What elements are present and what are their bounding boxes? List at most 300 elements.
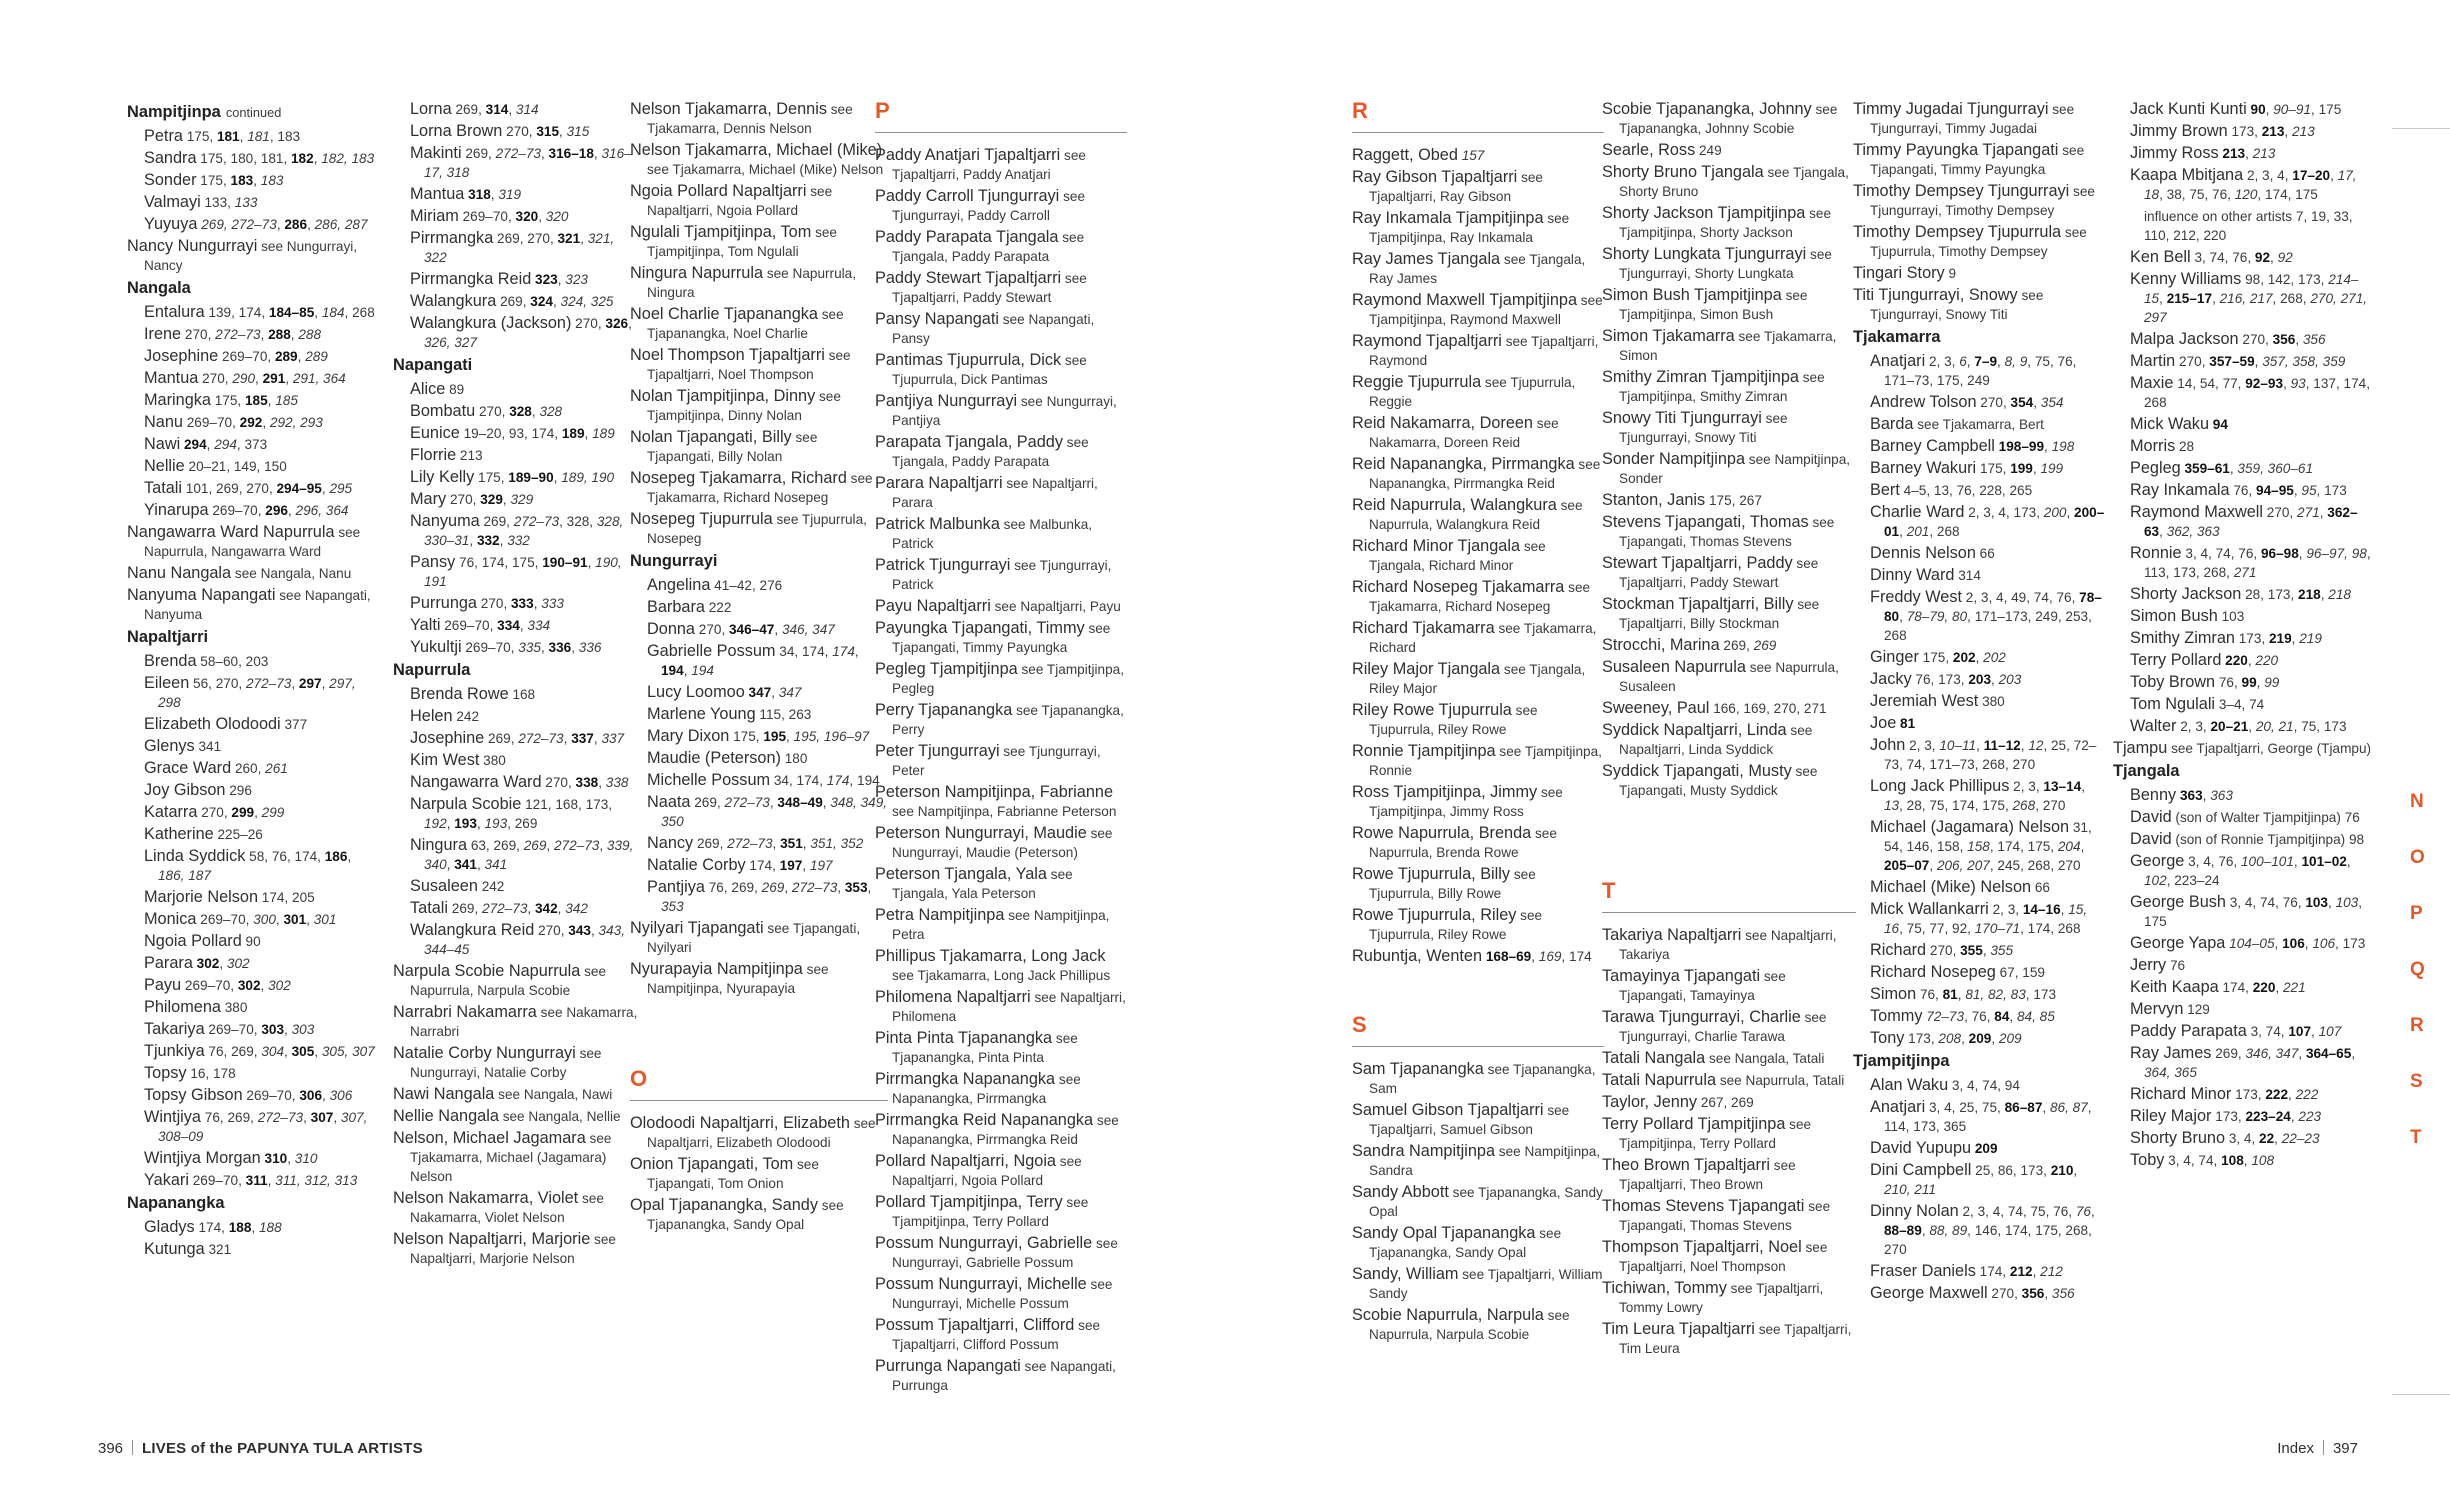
index-entry	[647, 771, 888, 790]
index-entry	[2130, 1022, 2373, 1041]
entry-refs: 296	[229, 783, 252, 798]
entry-refs: see Tjungurrayi, Peter	[892, 744, 1101, 778]
entry-refs: see Tjapangati, Thomas Stevens	[1619, 1199, 1831, 1233]
entry-refs: 270, 355, 355	[1929, 943, 2014, 958]
index-entry	[2130, 544, 2373, 582]
entry-refs: 76, 174, 175, 190–91, 190, 191	[424, 555, 622, 589]
index-entry	[144, 127, 377, 146]
index-entry	[875, 1316, 1127, 1354]
index-entry	[875, 1234, 1127, 1272]
index-entry	[647, 620, 888, 639]
index-entry	[1870, 985, 2107, 1004]
entry-name: Nyilyari Tjapangati	[630, 919, 764, 937]
entry-name: Scobie Napurrula, Narpula	[1352, 1306, 1544, 1324]
index-column-6	[1602, 100, 1856, 1361]
entry-name: Josephine	[144, 347, 219, 365]
entry-refs: 175, 267	[1708, 493, 1762, 508]
footer-left	[98, 1440, 423, 1457]
entry-refs: 269, 269	[1723, 638, 1777, 653]
index-entry	[875, 556, 1127, 594]
entry-name: Syddick Tjapangati, Musty	[1602, 762, 1792, 780]
entry-refs: see Tjakamarra, Michael (Jagamara) Nelson	[410, 1131, 612, 1184]
alpha-tab-S: S	[2410, 1071, 2423, 1092]
index-entry	[410, 270, 638, 289]
entry-refs: 66	[2034, 880, 2050, 895]
entry-name: Noel Charlie Tjapanangka	[630, 305, 818, 323]
index-entry	[2130, 503, 2373, 541]
entry-refs: 267, 269	[1700, 1095, 1754, 1110]
index-entry	[1870, 736, 2107, 774]
entry-refs: 269, 272–73, 328, 328, 330–31, 332, 332	[424, 514, 624, 548]
index-entry	[647, 683, 888, 702]
entry-name: Tamayinya Tjapangati	[1602, 967, 1761, 985]
entry-name: Purrunga Napangati	[875, 1357, 1021, 1375]
entry-name: Charlie Ward	[1870, 503, 1965, 521]
index-entry	[2130, 1151, 2373, 1170]
index-entry	[2130, 1129, 2373, 1148]
entry-refs: 180	[784, 751, 808, 766]
entry-name: Tichiwan, Tommy	[1602, 1279, 1727, 1297]
index-entry	[1352, 783, 1604, 821]
entry-refs: 269–70, 289, 289	[222, 349, 328, 364]
group-heading: Nampitjinpa continued	[127, 103, 282, 121]
index-entry	[1352, 168, 1604, 206]
entry-refs: see Tjapaltjarri, Paddy Stewart	[892, 271, 1087, 305]
index-entry	[410, 122, 638, 141]
entry-refs: see Tjapaltjarri, George (Tjampu)	[2171, 741, 2372, 756]
entry-refs: see Napaltjarri, Takariya	[1619, 928, 1837, 962]
entry-name: Terry Pollard Tjampitjinpa	[1602, 1115, 1786, 1133]
entry-refs: 76, 94–95, 95, 173	[2233, 483, 2347, 498]
entry-name: Tim Leura Tjapaltjarri	[1602, 1320, 1755, 1338]
index-entry	[2130, 330, 2373, 349]
index-entry	[875, 597, 1127, 616]
entry-refs: see Tjapaltjarri, Paddy Stewart	[1619, 556, 1819, 590]
entry-refs: 174, 188, 188	[198, 1220, 282, 1235]
entry-refs: 269–70, 311, 311, 312, 313	[192, 1173, 358, 1188]
index-entry	[410, 468, 638, 487]
index-entry	[2130, 830, 2373, 849]
entry-name: Bert	[1870, 481, 1900, 499]
entry-name: Richard	[1870, 941, 1927, 959]
index-entry	[1870, 1139, 2107, 1158]
index-entry	[1352, 742, 1604, 780]
entry-refs: see Tjampitjinpa, Ray Inkamala	[1369, 211, 1570, 245]
entry-refs: see Tjakamarra, Simon	[1619, 329, 1837, 363]
index-entry	[2130, 144, 2373, 163]
index-entry	[875, 660, 1127, 698]
index-entry	[1352, 1101, 1604, 1139]
index-entry	[1602, 1279, 1856, 1317]
index-entry	[393, 1085, 638, 1104]
section-rule	[630, 1100, 888, 1101]
entry-refs: see Tjupurrula, Dick Pantimas	[892, 353, 1087, 387]
entry-name: Pirrmangka	[410, 229, 494, 247]
index-entry	[647, 705, 888, 724]
entry-name: Perry Tjapanangka	[875, 701, 1013, 719]
entry-refs: see Tjupurrula, Billy Rowe	[1369, 867, 1536, 901]
index-entry	[630, 387, 888, 425]
entry-name: Gabrielle Possum	[647, 642, 776, 660]
entry-name: Payungka Tjapangati, Timmy	[875, 619, 1085, 637]
entry-name: Ngulali Tjampitjinpa, Tom	[630, 223, 812, 241]
index-entry	[875, 1029, 1127, 1067]
index-entry	[875, 1193, 1127, 1231]
entry-refs: 76, 81, 81, 82, 83, 173	[1919, 987, 2057, 1002]
index-entry	[1602, 450, 1856, 488]
entry-name: Andrew Tolson	[1870, 393, 1977, 411]
entry-refs: 269–70, 300, 301, 301	[200, 912, 337, 927]
entry-refs: 269–70, 302, 302	[184, 978, 291, 993]
index-entry	[1602, 245, 1856, 283]
entry-refs: (son of Walter Tjampitjinpa) 76	[2175, 810, 2360, 825]
index-entry	[1853, 141, 2107, 179]
index-entry	[144, 674, 377, 712]
index-entry	[1870, 714, 2107, 733]
entry-refs: 2, 3, 4, 49, 74, 76, 78–80, 78–79, 80, 171–173, 249, 253, 268	[1884, 590, 2102, 643]
entry-name: Toby Brown	[2130, 673, 2216, 691]
index-entry	[2130, 717, 2373, 736]
entry-name: Riley Rowe Tjupurrula	[1352, 701, 1512, 719]
index-entry	[410, 616, 638, 635]
index-entry	[1602, 1115, 1856, 1153]
entry-name: Nanu Nangala	[127, 564, 232, 582]
entry-name: Ningura Napurrula	[630, 264, 764, 282]
entry-refs: see Tjampitjinpa, Pegleg	[892, 662, 1124, 696]
entry-refs: see Tjapaltjarri, Paddy Anatjari	[892, 148, 1086, 182]
entry-refs: 269, 272–73, 348–49, 348, 349, 350	[661, 795, 888, 829]
entry-name: Paddy Carroll Tjungurrayi	[875, 187, 1060, 205]
entry-refs: 270, 315, 315	[506, 124, 590, 139]
entry-name: Jimmy Ross	[2130, 144, 2219, 162]
entry-name: Narrabri Nakamarra	[393, 1003, 537, 1021]
entry-name: Sandy, William	[1352, 1265, 1459, 1283]
entry-name: Ronnie Tjampitjinpa	[1352, 742, 1496, 760]
index-entry	[144, 954, 377, 973]
index-entry	[875, 1152, 1127, 1190]
entry-refs: see Napurrula, Tatali	[1719, 1073, 1845, 1088]
index-entry	[875, 187, 1127, 225]
entry-name: Tom Ngulali	[2130, 695, 2216, 713]
entry-name: Yukultji	[410, 638, 462, 656]
entry-name: Elizabeth Olodoodi	[144, 715, 281, 733]
entry-name: Reggie Tjupurrula	[1352, 373, 1482, 391]
entry-refs: 3, 4, 22, 22–23	[2228, 1131, 2320, 1146]
entry-name: Entalura	[144, 303, 205, 321]
index-entry	[1602, 1238, 1856, 1276]
entry-name: Mantua	[144, 369, 199, 387]
index-entry	[410, 553, 638, 591]
index-entry	[410, 100, 638, 119]
index-entry	[647, 576, 888, 595]
index-entry	[1602, 100, 1856, 138]
entry-name: Nosepeg Tjakamarra, Richard	[630, 469, 847, 487]
index-entry	[647, 834, 888, 853]
index-entry	[630, 510, 888, 548]
entry-refs: see Tjampitjinpa, Shorty Jackson	[1619, 206, 1832, 240]
index-entry	[875, 1111, 1127, 1149]
alpha-tab-R: R	[2410, 1015, 2424, 1036]
entry-name: Nanyuma	[410, 512, 480, 530]
entry-name: Rowe Tjupurrula, Riley	[1352, 906, 1517, 924]
entry-refs: 2, 3, 4, 74, 75, 76, 76, 88–89, 88, 89, 146, 174, 175, 268, 270	[1884, 1204, 2095, 1257]
index-entry	[2130, 607, 2373, 626]
index-column-3	[630, 100, 888, 1237]
index-entry	[144, 1064, 377, 1083]
index-entry	[144, 715, 377, 734]
index-entry	[1853, 286, 2107, 324]
index-entry	[875, 310, 1127, 348]
index-entry	[1602, 1320, 1856, 1358]
index-entry	[1352, 701, 1604, 739]
index-entry	[1870, 1029, 2107, 1048]
entry-name: Richard Minor	[2130, 1085, 2232, 1103]
index-entry	[2130, 978, 2373, 997]
entry-name: Pantimas Tjupurrula, Dick	[875, 351, 1062, 369]
entry-name: Donna	[647, 620, 695, 638]
index-entry	[647, 727, 888, 746]
entry-name: Brenda Rowe	[410, 685, 509, 703]
index-entry	[1352, 824, 1604, 862]
index-entry	[1352, 1265, 1604, 1303]
entry-refs: 173, 213, 213	[2231, 124, 2315, 139]
entry-name: Nanu	[144, 413, 183, 431]
entry-refs: see Nangala, Nawi	[498, 1087, 613, 1102]
entry-refs: 2, 3, 14–16, 15, 16, 75, 77, 92, 170–71, 174, 268	[1884, 902, 2088, 936]
index-entry	[144, 803, 377, 822]
entry-name: Reid Napurrula, Walangkura	[1352, 496, 1557, 514]
entry-refs: 269–70, 292, 292, 293	[186, 415, 323, 430]
entry-refs: see Tjungurrayi, Timmy Jugadai	[1870, 102, 2075, 136]
entry-name: Tjunkiya	[144, 1042, 205, 1060]
entry-refs: see Napaltjarri, Ngoia Pollard	[647, 184, 833, 218]
entry-refs: see Tjungurrayi, Charlie Tarawa	[1619, 1010, 1827, 1044]
entry-name: George	[2130, 852, 2185, 870]
entry-name: Glenys	[144, 737, 195, 755]
continued-label: continued	[225, 105, 282, 120]
entry-refs: 321	[208, 1242, 232, 1257]
index-entry	[127, 237, 377, 275]
index-entry	[2130, 651, 2373, 670]
index-entry	[1870, 459, 2107, 478]
index-entry	[2130, 786, 2373, 805]
entry-refs: 31, 54, 146, 158, 158, 174, 175, 204, 205–07, 206, 207, 245, 268, 270	[1884, 820, 2092, 873]
index-entry	[647, 598, 888, 617]
entry-refs: 270, 272–73, 288, 288	[184, 327, 322, 342]
entry-name: Nolan Tjampitjinpa, Dinny	[630, 387, 816, 405]
entry-refs: 166, 169, 270, 271	[1713, 701, 1827, 716]
index-entry	[2113, 739, 2373, 758]
index-entry	[630, 469, 888, 507]
entry-name: Walangkura	[410, 292, 497, 310]
entry-name: David	[2130, 830, 2172, 848]
entry-name: Nangawarra Ward	[410, 773, 542, 791]
entry-refs: 174, 220, 221	[2222, 980, 2306, 995]
entry-name: Michael (Jagamara) Nelson	[1870, 818, 2070, 836]
index-entry	[875, 146, 1127, 184]
entry-refs: 270, 346–47, 346, 347	[698, 622, 835, 637]
index-entry	[875, 351, 1127, 389]
entry-name: Parara Napaltjarri	[875, 474, 1003, 492]
entry-refs: see Nungurrayi, Maudie (Peterson)	[892, 826, 1113, 860]
index-entry	[144, 910, 377, 929]
section-letter: T	[1602, 878, 1616, 903]
entry-name: Sandy Opal Tjapanangka	[1352, 1224, 1536, 1242]
entry-refs: see Tjangala, Richard Minor	[1369, 539, 1546, 573]
index-entry	[144, 1218, 377, 1237]
entry-name: Maxie	[2130, 374, 2174, 392]
entry-name: Keith Kaapa	[2130, 978, 2219, 996]
index-entry	[1602, 636, 1856, 655]
index-entry	[630, 428, 888, 466]
entry-name: Richard Tjakamarra	[1352, 619, 1495, 637]
entry-refs: see Tjapaltjarri, Theo Brown	[1619, 1158, 1796, 1192]
entry-name: Long Jack Phillipus	[1870, 777, 2010, 795]
entry-name: Shorty Jackson	[2130, 585, 2242, 603]
index-entry	[630, 919, 888, 957]
entry-name: Joy Gibson	[144, 781, 226, 799]
entry-refs: 3, 74, 107, 107	[2250, 1024, 2342, 1039]
index-entry	[1853, 182, 2107, 220]
entry-name: Sandra Nampitjinpa	[1352, 1142, 1495, 1160]
entry-refs: see Tjampitjinpa, Terry Pollard	[892, 1195, 1089, 1229]
entry-name: Ray Gibson Tjapaltjarri	[1352, 168, 1518, 186]
index-entry	[1602, 595, 1856, 633]
entry-refs: 28, 173, 218, 218	[2245, 587, 2351, 602]
entry-name: Pirrmangka Napanangka	[875, 1070, 1056, 1088]
index-entry	[1352, 332, 1604, 370]
entry-name: Yuyuya	[144, 215, 198, 233]
section-letter: P	[875, 98, 890, 123]
entry-name: Smithy Zimran Tjampitjinpa	[1602, 368, 1799, 386]
entry-name: Nellie Nangala	[393, 1107, 499, 1125]
entry-name: Rowe Napurrula, Brenda	[1352, 824, 1532, 842]
entry-name: Freddy West	[1870, 588, 1962, 606]
entry-refs: 323, 323	[535, 272, 588, 287]
group-heading: Tjangala	[2113, 762, 2180, 780]
index-entry	[1602, 204, 1856, 242]
entry-name: Makinti	[410, 144, 462, 162]
entry-name: Helen	[410, 707, 453, 725]
index-column-8	[2113, 100, 2373, 1173]
index-entry	[144, 1149, 377, 1168]
section-letter-block-T	[1602, 880, 1856, 913]
entry-name: Tony	[1870, 1029, 1905, 1047]
index-entry	[875, 269, 1127, 307]
index-entry	[144, 325, 377, 344]
entry-refs: see Tjampitjinpa, Terry Pollard	[1619, 1117, 1812, 1151]
entry-name: Grace Ward	[144, 759, 232, 777]
entry-name: Ray James	[2130, 1044, 2212, 1062]
entry-refs: 173, 222, 222	[2235, 1087, 2319, 1102]
entry-refs: 175, 199, 199	[1979, 461, 2064, 476]
page-edge-mark-top	[2392, 128, 2450, 129]
index-entry	[1870, 878, 2107, 897]
entry-name: Maudie (Peterson)	[647, 749, 781, 767]
entry-name: Natalie Corby	[647, 856, 746, 874]
index-entry	[2130, 695, 2373, 714]
index-column-2	[393, 100, 638, 1271]
index-entry	[1870, 670, 2107, 689]
index-entry	[1870, 941, 2107, 960]
entry-refs: 98, 142, 173, 214–15, 215–17, 216, 217, 268, 270, 271, 297	[2144, 272, 2368, 325]
entry-refs: 76, 269, 269, 272–73, 353, 353	[661, 880, 872, 914]
entry-name: Sweeney, Paul	[1602, 699, 1710, 717]
entry-refs: 139, 174, 184–85, 184, 268	[208, 305, 375, 320]
index-entry	[1352, 496, 1604, 534]
entry-name: Morris	[2130, 437, 2176, 455]
index-entry	[144, 369, 377, 388]
entry-name: Nangawarra Ward Napurrula	[127, 523, 335, 541]
entry-refs: see Tjampitjinpa, Raymond Maxwell	[1369, 293, 1603, 327]
entry-refs: 115, 263	[759, 707, 812, 722]
entry-name: Lily Kelly	[410, 468, 475, 486]
entry-name: Barney Wakuri	[1870, 459, 1977, 477]
entry-name: Irene	[144, 325, 182, 343]
index-entry	[2130, 852, 2373, 890]
entry-name: Timothy Dempsey Tjupurrula	[1853, 223, 2062, 241]
footer-divider	[132, 1440, 133, 1455]
index-entry	[144, 457, 377, 476]
entry-refs: 270, 343, 343, 344–45	[424, 923, 626, 957]
entry-refs: 347, 347	[748, 685, 802, 700]
entry-refs: 56, 270, 272–73, 297, 297, 298	[158, 676, 356, 710]
entry-refs: 269, 272–73, 351, 351, 352	[696, 836, 864, 851]
entry-name: Onion Tjapangati, Tom	[630, 1155, 794, 1173]
entry-refs: 173, 223–24, 223	[2215, 1109, 2322, 1124]
entry-name: Mick Wallankarri	[1870, 900, 1989, 918]
entry-name: Stanton, Janis	[1602, 491, 1706, 509]
entry-name: Eileen	[144, 674, 190, 692]
alpha-tab-T: T	[2410, 1127, 2422, 1148]
entry-refs: 269, 270, 321, 321, 322	[424, 231, 615, 265]
index-entry	[1602, 286, 1856, 324]
entry-name: Shorty Lungkata Tjungurrayi	[1602, 245, 1807, 263]
index-entry	[2130, 374, 2373, 412]
index-entry	[393, 1003, 638, 1041]
entry-refs: 133, 133	[204, 195, 258, 210]
entry-name: Mantua	[410, 185, 465, 203]
entry-name: Possum Nungurrayi, Gabrielle	[875, 1234, 1093, 1252]
index-entry	[2130, 248, 2373, 267]
entry-name: Richard Nosepeg	[1870, 963, 1996, 981]
index-entry	[1352, 209, 1604, 247]
entry-refs: see Napurrula, Ningura	[647, 266, 856, 300]
entry-name: Kaapa Mbitjana	[2130, 166, 2244, 184]
index-entry	[1352, 947, 1604, 966]
index-entry	[1870, 1076, 2107, 1095]
entry-name: Searle, Ross	[1602, 141, 1696, 159]
entry-name: David	[2130, 808, 2172, 826]
entry-name: Nancy Nungurrayi	[127, 237, 258, 255]
entry-name: Natalie Corby Nungurrayi	[393, 1044, 576, 1062]
group-heading: Napangati	[393, 356, 473, 374]
entry-refs: see Napurrula, Narpula Scobie	[410, 964, 607, 998]
index-entry	[875, 906, 1127, 944]
index-entry	[1853, 264, 2107, 283]
entry-name: Takariya Napaltjarri	[1602, 926, 1742, 944]
entry-refs: see Napurrula, Nangawarra Ward	[144, 525, 361, 559]
index-entry	[410, 207, 638, 226]
entry-name: Topsy Gibson	[144, 1086, 243, 1104]
entry-name: Ronnie	[2130, 544, 2182, 562]
entry-name: Peter Tjungurrayi	[875, 742, 1000, 760]
entry-name: Marjorie Nelson	[144, 888, 259, 906]
entry-name: Pegleg	[2130, 459, 2181, 477]
entry-refs: 377	[284, 717, 308, 732]
entry-refs: see Tjungurrayi, Snowy Titi	[1870, 288, 2044, 322]
entry-refs: see Tjapanangka, Pinta Pinta	[892, 1031, 1078, 1065]
